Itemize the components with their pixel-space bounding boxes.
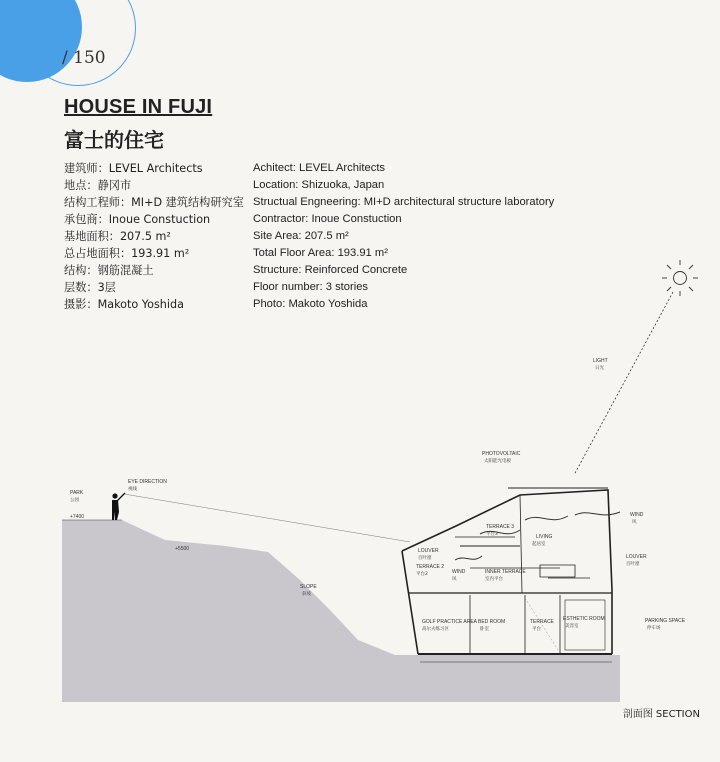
- label-level-5500: +5500: [175, 546, 190, 552]
- label-level-7400: +7400: [70, 514, 85, 520]
- label-living: LIVING: [536, 534, 553, 540]
- title-zh: 富士的住宅: [64, 128, 164, 152]
- spec-zh-floors: 层数：3层: [64, 281, 116, 294]
- spec-en-location: Location: Shizuoka, Japan: [253, 179, 385, 191]
- label-wind-right: WIND: [630, 512, 644, 518]
- label-photovoltaic: PHOTOVOLTAIC: [482, 451, 521, 457]
- label-louver-right-zh: 百叶窗: [626, 562, 640, 567]
- label-golf: GOLF PRACTICE AREA: [422, 619, 478, 625]
- label-louver-left-zh: 百叶窗: [418, 556, 432, 561]
- label-eye-direction-zh: 视线: [128, 487, 137, 492]
- label-louver-right: LOUVER: [626, 554, 647, 560]
- spec-en-floors: Floor number: 3 stories: [253, 281, 369, 293]
- label-terrace3: TERRACE 3: [486, 524, 515, 530]
- ground-mass: [62, 520, 620, 702]
- page-number: / 150: [62, 48, 106, 68]
- label-terrace-zh: 平台: [532, 627, 541, 632]
- label-golf-zh: 高尔夫练习区: [422, 627, 449, 632]
- label-esthetic-zh: 美容室: [565, 624, 579, 629]
- label-wind-left: WIND: [452, 569, 466, 575]
- label-slope: SLOPE: [300, 584, 317, 590]
- spec-zh-location: 地点：静冈市: [64, 179, 132, 192]
- label-parking: PARKING SPACE: [645, 618, 686, 624]
- label-light: LIGHT: [593, 358, 608, 364]
- label-inner-terrace: INNER TERRACE: [485, 569, 526, 575]
- label-wind-right-zh: 风: [632, 520, 637, 525]
- section-drawing: [0, 250, 720, 710]
- label-park-zh: 公园: [70, 498, 79, 503]
- label-esthetic: ESTHETIC ROOM: [563, 616, 605, 622]
- section-caption: 剖面图 SECTION: [622, 709, 700, 720]
- label-terrace2-zh: 平台2: [416, 572, 428, 577]
- title-en: HOUSE IN FUJI: [64, 96, 213, 118]
- house-section: [402, 488, 612, 662]
- spec-en-photo: Photo: Makoto Yoshida: [253, 298, 368, 310]
- label-terrace2: TERRACE 2: [416, 564, 445, 570]
- spec-zh-site-area: 基地面积：207.5 m²: [64, 230, 171, 243]
- spec-en-contractor: Contractor: Inoue Constuction: [253, 213, 402, 225]
- spec-en-structure: Structure: Reinforced Concrete: [253, 264, 408, 276]
- label-light-zh: 日光: [595, 366, 604, 371]
- spec-zh-architect: 建筑师：LEVEL Architects: [64, 162, 203, 175]
- label-wind-left-zh: 风: [452, 577, 457, 582]
- spec-zh-structural: 结构工程师：MI+D 建筑结构研究室: [64, 196, 244, 209]
- label-slope-zh: 斜坡: [302, 592, 311, 597]
- eye-direction-line: [124, 494, 410, 542]
- sunlight-line: [574, 292, 673, 475]
- spec-zh-contractor: 承包商：Inoue Constuction: [64, 213, 211, 226]
- spec-en-structural: Structual Engneering: MI+D architectural structure laboratory: [253, 196, 555, 208]
- sun-icon: [662, 260, 698, 296]
- label-eye-direction: EYE DIRECTION: [128, 479, 167, 485]
- label-photovoltaic-zh: 太阳能光电板: [484, 459, 511, 464]
- spec-en-architect: Achitect: LEVEL Architects: [253, 162, 386, 174]
- label-inner-terrace-zh: 室内平台: [485, 577, 503, 582]
- label-bedroom: BED ROOM: [478, 619, 506, 625]
- label-parking-zh: 停车场: [647, 626, 661, 631]
- spec-en-site-area: Site Area: 207.5 m²: [253, 230, 349, 242]
- label-louver-left: LOUVER: [418, 548, 439, 554]
- spec-zh-structure: 结构：钢筋混凝土: [64, 264, 154, 277]
- spec-en-floor-area: Total Floor Area: 193.91 m²: [253, 247, 388, 259]
- label-terrace3-zh: 平台3: [486, 532, 498, 537]
- person-silhouette: [112, 493, 125, 520]
- label-bedroom-zh: 卧室: [480, 627, 489, 632]
- label-living-zh: 起居室: [532, 542, 546, 547]
- spec-zh-photo: 摄影：Makoto Yoshida: [64, 298, 184, 311]
- label-park: PARK: [70, 490, 84, 496]
- spec-zh-floor-area: 总占地面积：193.91 m²: [64, 247, 190, 260]
- label-terrace: TERRACE: [530, 619, 554, 625]
